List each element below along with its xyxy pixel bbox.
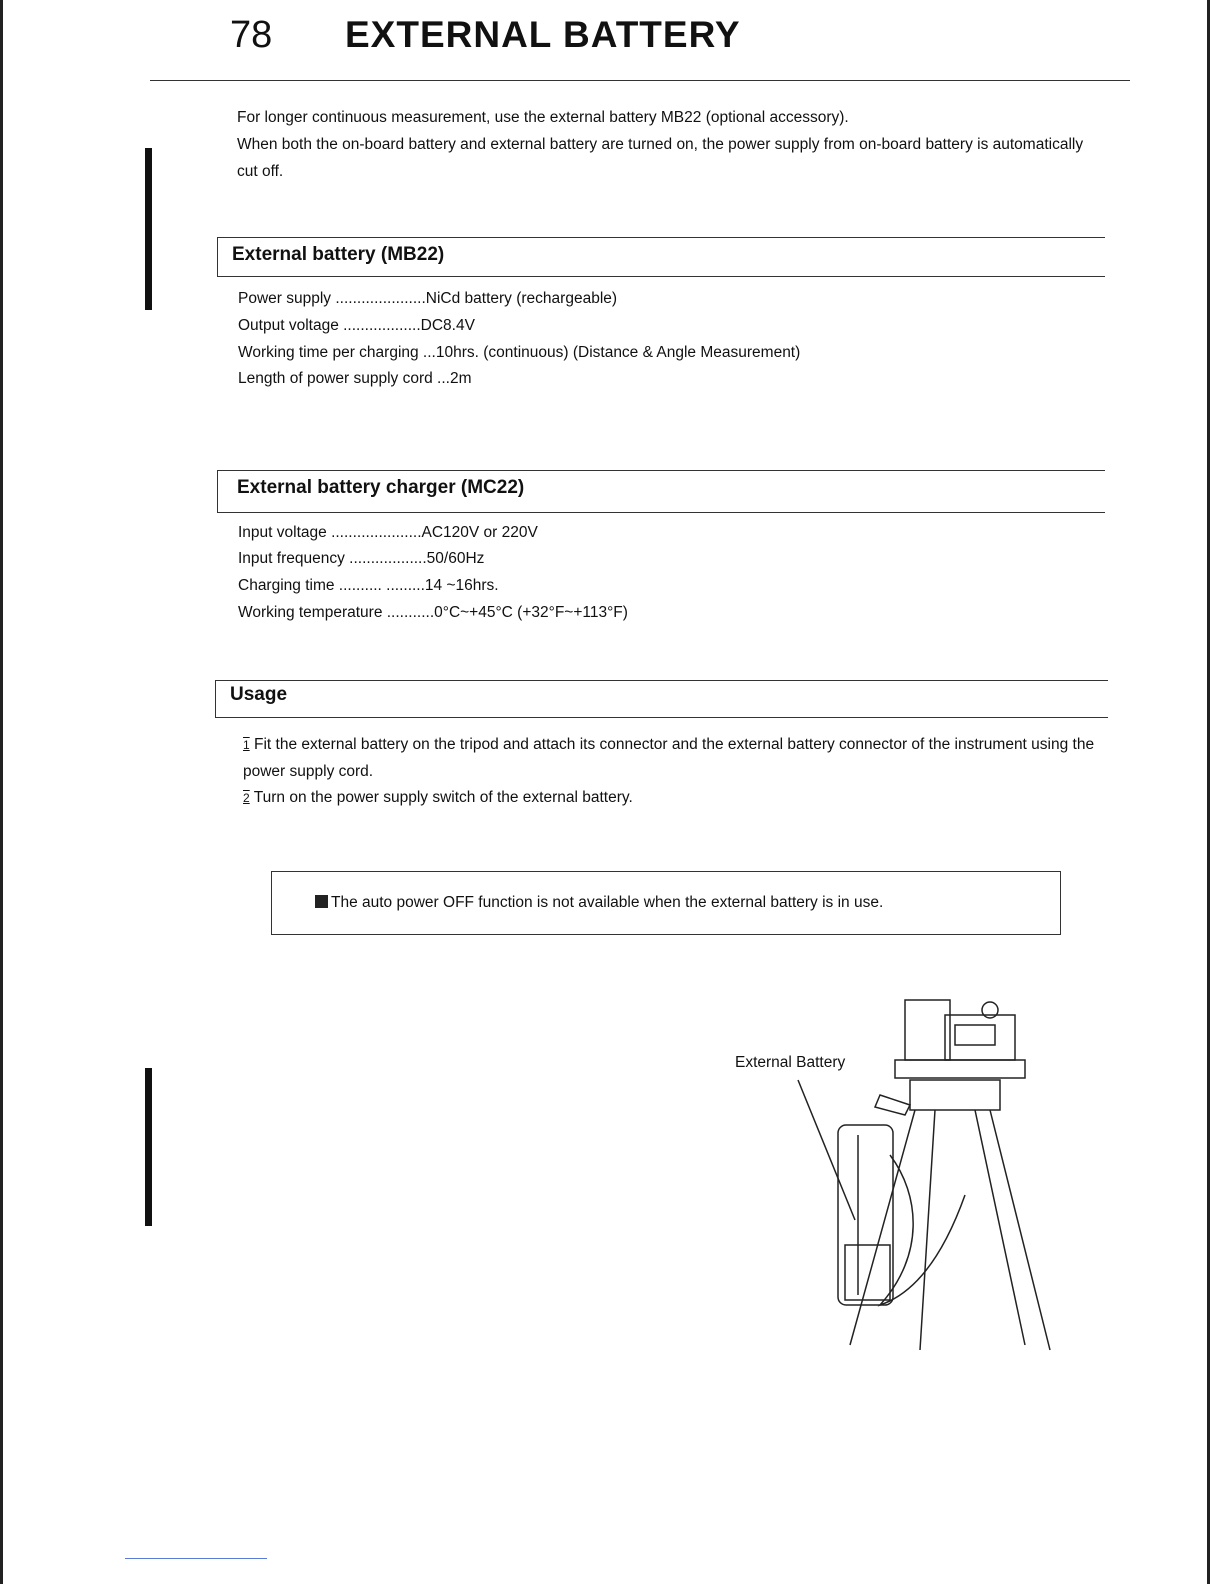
note-text: The auto power OFF function is not available when the external battery is in use. xyxy=(331,894,884,911)
spec-line: Charging time .......... .........14 ~16hrs. xyxy=(238,577,499,594)
section-rule xyxy=(217,276,1105,277)
usage-step-2 xyxy=(243,785,1103,812)
section-rule xyxy=(215,680,1108,681)
section-rule xyxy=(217,512,1105,513)
usage-step-1 xyxy=(243,732,1103,785)
section-rule xyxy=(215,717,1108,718)
spec-line: Input voltage .....................AC120V or 220V xyxy=(238,524,538,541)
step-text: Turn on the power supply switch of the external battery. xyxy=(253,789,633,806)
page-edge-right xyxy=(1207,0,1210,1584)
page-number: 78 xyxy=(230,14,273,56)
section-rule xyxy=(215,680,216,718)
section-rule xyxy=(217,237,1105,238)
note-box xyxy=(271,871,1061,935)
section-rule xyxy=(217,470,218,512)
footer-rule xyxy=(125,1558,267,1559)
section-rule xyxy=(217,470,1105,471)
section-rule xyxy=(217,237,218,277)
spec-line: Power supply .....................NiCd battery (rechargeable) xyxy=(238,290,618,307)
margin-bar xyxy=(145,1068,152,1226)
note xyxy=(315,894,883,912)
figure-label: External Battery xyxy=(735,1054,846,1071)
step-text: Fit the external battery on the tripod and attach its connector and the external battery connector of the instrument using the power supply cord. xyxy=(243,736,1095,780)
page-title: EXTERNAL BATTERY xyxy=(345,14,741,55)
section-title-charger: External battery charger (MC22) xyxy=(237,477,525,498)
spec-line: Length of power supply cord ...2m xyxy=(238,370,472,387)
section-title-usage: Usage xyxy=(230,684,288,705)
section-title-battery: External battery (MB22) xyxy=(232,244,445,265)
spec-line: Working temperature ...........0°C~+45°C (+32°F~+113°F) xyxy=(238,604,628,621)
intro-paragraph-2: When both the on-board battery and external battery are turned on, the power supply from on-board battery is automatically cut off. xyxy=(237,136,1084,180)
step-number: 2 xyxy=(243,791,250,805)
bullet-square-icon xyxy=(315,895,328,908)
intro-paragraph-1: For longer continuous measurement, use the external battery MB22 (optional accessory). xyxy=(237,109,849,126)
page-edge-left xyxy=(0,0,3,1584)
tripod-battery-illustration xyxy=(760,995,1060,1355)
title-rule xyxy=(150,80,1130,81)
spec-line: Working time per charging ...10hrs. (continuous) (Distance & Angle Measurement) xyxy=(238,344,801,361)
margin-bar xyxy=(145,148,152,310)
spec-line: Output voltage ..................DC8.4V xyxy=(238,317,475,334)
step-number: 1 xyxy=(243,738,250,752)
spec-line: Input frequency ..................50/60Hz xyxy=(238,550,485,567)
